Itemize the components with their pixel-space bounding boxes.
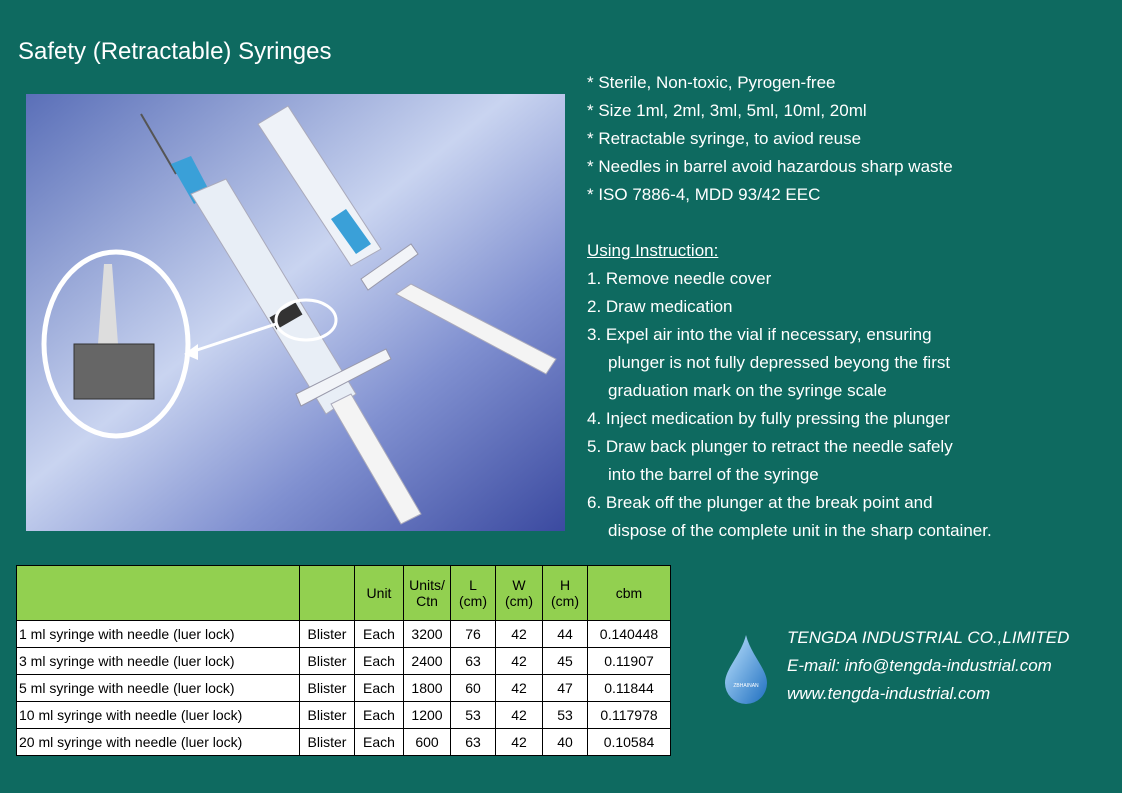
company-info [787,624,1069,708]
logo-text: ZBHAINAN [733,683,759,689]
company-website[interactable]: www.tengda-industrial.com [787,684,991,703]
table-row [17,621,671,648]
feature-list [587,69,992,545]
instructions-heading: Using Instruction: [587,241,719,260]
instruction-step: 6. Break off the plunger at the break point and [587,493,933,512]
cell-h: 45 [543,648,588,675]
cell-w: 42 [496,675,543,702]
cell-w: 42 [496,729,543,756]
cell-w: 42 [496,648,543,675]
header-cell [17,566,300,621]
instruction-step-cont: dispose of the complete unit in the sharp container. [608,521,992,540]
table-row [17,729,671,756]
instruction-step: 4. Inject medication by fully pressing the plunger [587,409,950,428]
cell-unit: Each [355,729,404,756]
spec-table [16,565,671,756]
header-text: (cm) [551,593,579,609]
header-l [451,566,496,621]
header-text: Ctn [416,593,438,609]
instruction-step: 2. Draw medication [587,297,733,316]
cell-name: 10 ml syringe with needle (luer lock) [17,702,300,729]
header-units-ctn [404,566,451,621]
cell-unit: Each [355,621,404,648]
header-cbm: cbm [588,566,671,621]
table-row [17,702,671,729]
table-header-row [17,566,671,621]
cell-l: 53 [451,702,496,729]
cell-l: 60 [451,675,496,702]
header-w [496,566,543,621]
cell-h: 53 [543,702,588,729]
product-photo [26,94,565,531]
cell-cbm: 0.117978 [588,702,671,729]
cell-w: 42 [496,621,543,648]
cell-units: 2400 [404,648,451,675]
cell-name: 1 ml syringe with needle (luer lock) [17,621,300,648]
cell-cbm: 0.140448 [588,621,671,648]
instruction-step: 5. Draw back plunger to retract the needle safely [587,437,953,456]
table-row [17,648,671,675]
cell-l: 76 [451,621,496,648]
header-cell [300,566,355,621]
company-name: TENGDA INDUSTRIAL CO.,LIMITED [787,628,1070,647]
cell-l: 63 [451,729,496,756]
cell-w: 42 [496,702,543,729]
cell-units: 3200 [404,621,451,648]
header-h [543,566,588,621]
instruction-step-cont: plunger is not fully depressed beyong the first [608,353,951,372]
cell-h: 40 [543,729,588,756]
cell-unit: Each [355,702,404,729]
cell-unit: Each [355,648,404,675]
cell-cbm: 0.10584 [588,729,671,756]
header-text: Units/ [409,577,445,593]
instruction-step-cont: graduation mark on the syringe scale [608,381,887,400]
header-text: L [469,577,477,593]
cell-unit: Each [355,675,404,702]
header-text: (cm) [459,593,487,609]
cell-l: 63 [451,648,496,675]
header-text: H [559,577,571,593]
company-logo [723,633,769,710]
header-text: W [512,577,526,593]
cell-h: 47 [543,675,588,702]
cell-units: 1800 [404,675,451,702]
cell-pack: Blister [300,648,355,675]
cell-name: 20 ml syringe with needle (luer lock) [17,729,300,756]
feature-item: * Sterile, Non-toxic, Pyrogen-free [587,73,836,92]
cell-pack: Blister [300,621,355,648]
cell-cbm: 0.11907 [588,648,671,675]
cell-pack: Blister [300,729,355,756]
feature-item: * Size 1ml, 2ml, 3ml, 5ml, 10ml, 20ml [587,101,867,120]
company-email[interactable]: E-mail: info@tengda-industrial.com [787,656,1052,675]
cell-pack: Blister [300,702,355,729]
cell-name: 5 ml syringe with needle (luer lock) [17,675,300,702]
feature-item: * Needles in barrel avoid hazardous sharp waste [587,157,953,176]
cell-units: 600 [404,729,451,756]
cell-cbm: 0.11844 [588,675,671,702]
cell-pack: Blister [300,675,355,702]
cell-units: 1200 [404,702,451,729]
cell-name: 3 ml syringe with needle (luer lock) [17,648,300,675]
instruction-step-cont: into the barrel of the syringe [608,465,819,484]
header-text: (cm) [505,593,533,609]
cell-h: 44 [543,621,588,648]
header-unit: Unit [355,566,404,621]
page-title: Safety (Retractable) Syringes [18,38,332,65]
instruction-step: 1. Remove needle cover [587,269,772,288]
instruction-step: 3. Expel air into the vial if necessary, ensuring [587,325,932,344]
table-row [17,675,671,702]
feature-item: * ISO 7886-4, MDD 93/42 EEC [587,185,821,204]
feature-item: * Retractable syringe, to aviod reuse [587,129,862,148]
